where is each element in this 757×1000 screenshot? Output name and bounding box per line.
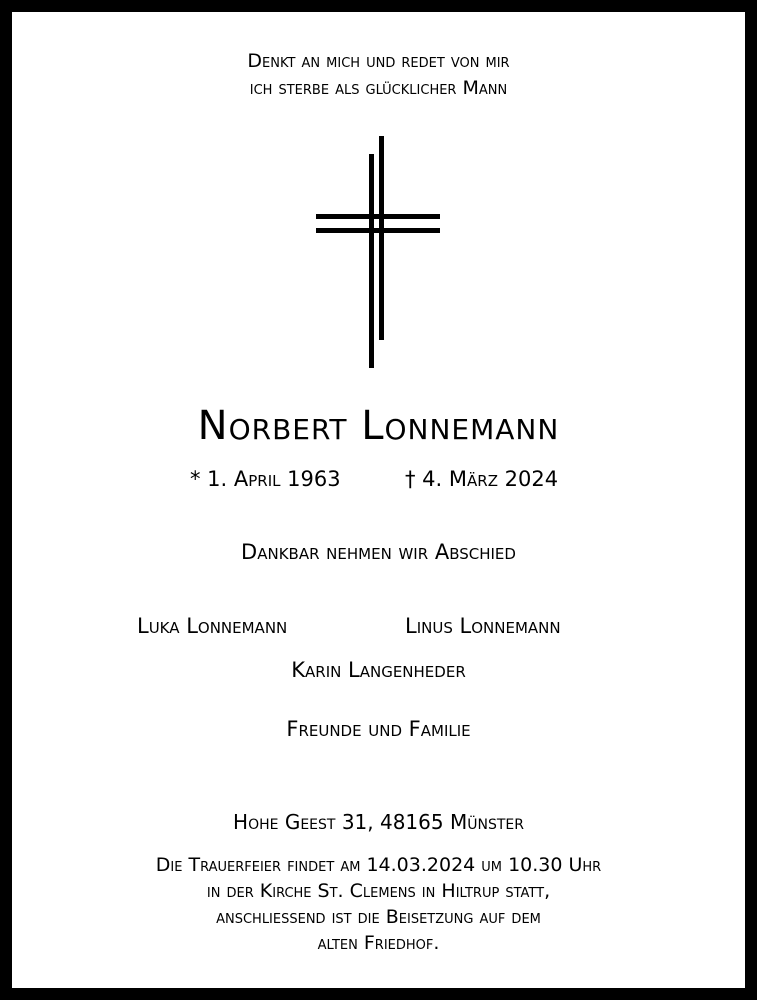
death-date: † 4. März 2024	[405, 467, 559, 491]
ceremony-line-4: alten Friedhof.	[317, 932, 440, 954]
motto-line-1: Denkt an mich und redet von mir	[247, 50, 510, 72]
ceremony-line-3: anschliessend ist die Beisetzung auf dem	[216, 906, 541, 928]
mourner-karin: Karin Langenheder	[291, 658, 466, 682]
address: Hohe Geest 31, 48165 Münster	[233, 810, 524, 834]
farewell-text: Dankbar nehmen wir Abschied	[241, 540, 516, 564]
birth-date: * 1. April 1963	[190, 467, 341, 491]
friends-family: Freunde und Familie	[286, 717, 471, 741]
mourner-linus: Linus Lonnemann	[405, 614, 561, 638]
mourner-luka: Luka Lonnemann	[137, 614, 288, 638]
cross-icon	[316, 136, 442, 368]
ceremony-line-2: in der Kirche St. Clemens in Hiltrup statt,	[206, 880, 551, 902]
motto-line-2: ich sterbe als glücklicher Mann	[249, 77, 508, 99]
deceased-name: Norbert Lonnemann	[197, 403, 560, 449]
ceremony-line-1: Die Trauerfeier findet am 14.03.2024 um 10.30 Uhr	[155, 854, 602, 876]
